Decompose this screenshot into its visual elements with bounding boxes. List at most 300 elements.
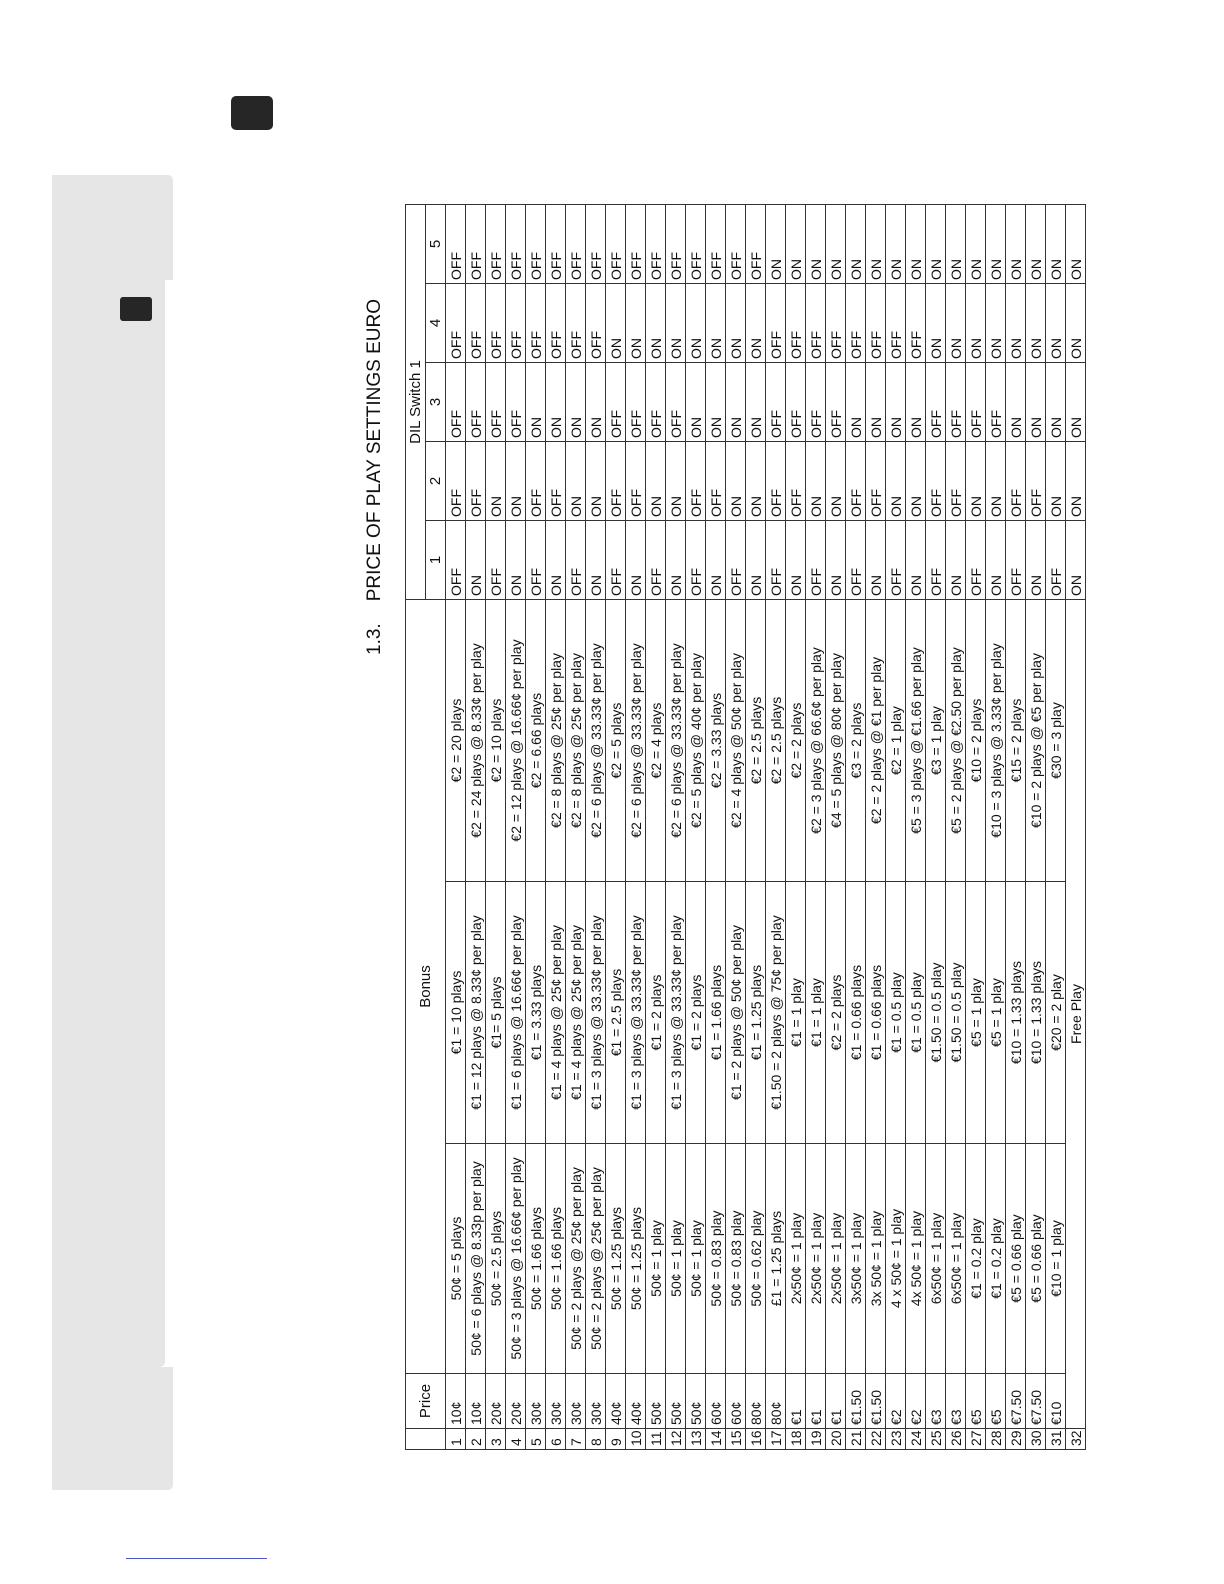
switch-3-cell: ON (1046, 363, 1066, 442)
switch-3-cell: OFF (486, 363, 506, 442)
header-switch-5: 5 (426, 204, 446, 283)
row-number: 2 (466, 1429, 486, 1450)
row-number: 17 (766, 1429, 786, 1450)
switch-2-cell: ON (486, 442, 506, 521)
price-cell: 10¢ (466, 1374, 486, 1429)
switch-5-cell: OFF (606, 204, 626, 283)
switch-3-cell: OFF (986, 363, 1006, 442)
bonus-cell-3: €2 = 2 plays (786, 600, 806, 882)
row-number: 16 (746, 1429, 766, 1450)
row-number: 12 (666, 1429, 686, 1450)
switch-1-cell: ON (826, 521, 846, 600)
table-row (1006, 204, 1026, 1449)
bonus-cell-1: 50¢ = 0.83 play (706, 1144, 726, 1374)
table-row (466, 204, 486, 1449)
switch-3-cell: OFF (506, 363, 526, 442)
bonus-cell-3: €2 = 1 play (886, 600, 906, 882)
bonus-cell-3: €2 = 24 plays @ 8.33¢ per play (466, 600, 486, 882)
price-cell: 60¢ (726, 1374, 746, 1429)
row-number: 30 (1026, 1429, 1046, 1450)
bonus-cell-3: €2 = 6.66 plays (526, 600, 546, 882)
bonus-cell-1: €1 = 0.2 play (966, 1144, 986, 1374)
bonus-cell-2: €1 = 4 plays @ 25¢ per play (566, 882, 586, 1144)
switch-2-cell: OFF (706, 442, 726, 521)
price-cell: €1 (826, 1374, 846, 1429)
table-row (526, 204, 546, 1449)
bonus-cell-3: €2 = 6 plays @ 33.33¢ per play (626, 600, 646, 882)
price-cell: €7.50 (1026, 1374, 1046, 1429)
side-tab-bottom (52, 1367, 173, 1490)
bonus-cell-2: €1 = 0.5 play (886, 882, 906, 1144)
bonus-cell-2: €5 = 1 play (986, 882, 1006, 1144)
row-number: 1 (446, 1429, 466, 1450)
bonus-cell-1: 6x50¢ = 1 play (946, 1144, 966, 1374)
bonus-cell-3: €5 = 3 plays @ €1.66 per play (906, 600, 926, 882)
bonus-cell-3: €3 = 1 play (926, 600, 946, 882)
switch-4-cell: ON (926, 284, 946, 363)
bonus-cell-2: €1 = 3.33 plays (526, 882, 546, 1144)
switch-1-cell: ON (546, 521, 566, 600)
bonus-cell-2: €1 = 4 plays @ 25¢ per play (546, 882, 566, 1144)
switch-5-cell: OFF (646, 204, 666, 283)
row-number: 10 (626, 1429, 646, 1450)
switch-4-cell: OFF (826, 284, 846, 363)
switch-5-cell: OFF (666, 204, 686, 283)
switch-4-cell: ON (606, 284, 626, 363)
switch-1-cell: OFF (1046, 521, 1066, 600)
bonus-cell-1: 4x 50¢ = 1 play (906, 1144, 926, 1374)
row-number: 8 (586, 1429, 606, 1450)
bonus-cell-1: 4 x 50¢ = 1 play (886, 1144, 906, 1374)
switch-2-cell: ON (646, 442, 666, 521)
table-row (926, 204, 946, 1449)
price-cell: 80¢ (766, 1374, 786, 1429)
price-cell: €10 (1046, 1374, 1066, 1429)
switch-1-cell: OFF (926, 521, 946, 600)
bonus-cell-2: €5 = 1 play (966, 882, 986, 1144)
bonus-cell-1: 50¢ = 1.66 plays (526, 1144, 546, 1374)
bonus-cell-2: €1 = 2 plays @ 50¢ per play (726, 882, 746, 1144)
table-row (806, 204, 826, 1449)
switch-3-cell: ON (1006, 363, 1026, 442)
bonus-cell-2: €2 = 2 plays (826, 882, 846, 1144)
switch-3-cell: ON (686, 363, 706, 442)
bonus-cell-3: €2 = 6 plays @ 33.33¢ per play (586, 600, 606, 882)
price-cell: 50¢ (646, 1374, 666, 1429)
switch-5-cell: ON (966, 204, 986, 283)
table-row (666, 204, 686, 1449)
price-cell: €1 (786, 1374, 806, 1429)
row-number: 29 (1006, 1429, 1026, 1450)
switch-1-cell: ON (466, 521, 486, 600)
switch-3-cell: ON (746, 363, 766, 442)
bonus-cell-2: €1.50 = 2 plays @ 75¢ per play (766, 882, 786, 1144)
table-row (486, 204, 506, 1449)
switch-5-cell: OFF (726, 204, 746, 283)
bonus-cell-2: €1 = 10 plays (446, 882, 466, 1144)
switch-5-cell: ON (786, 204, 806, 283)
bonus-cell-3: €5 = 2 plays @ €2.50 per play (946, 600, 966, 882)
bonus-cell-1: 50¢ = 1 play (666, 1144, 686, 1374)
switch-1-cell: ON (506, 521, 526, 600)
bonus-cell-3: €2 = 10 plays (486, 600, 506, 882)
switch-5-cell: ON (946, 204, 966, 283)
bonus-cell-3: €3 = 2 plays (846, 600, 866, 882)
switch-4-cell: OFF (786, 284, 806, 363)
bonus-cell-3: €2 = 20 plays (446, 600, 466, 882)
bonus-cell-1: €5 = 0.66 play (1006, 1144, 1026, 1374)
bonus-cell-3: €4 = 5 plays @ 80¢ per play (826, 600, 846, 882)
switch-2-cell: OFF (1006, 442, 1026, 521)
header-switch-4: 4 (426, 284, 446, 363)
row-number: 24 (906, 1429, 926, 1450)
bonus-cell-3: €2 = 5 plays @ 40¢ per play (686, 600, 706, 882)
switch-5-cell: OFF (746, 204, 766, 283)
switch-1-cell: OFF (446, 521, 466, 600)
table-row (1026, 204, 1046, 1449)
switch-1-cell: ON (746, 521, 766, 600)
table-row (566, 204, 586, 1449)
price-cell: €5 (986, 1374, 1006, 1429)
switch-4-cell: ON (1006, 284, 1026, 363)
bonus-cell-1: 50¢ = 5 plays (446, 1144, 466, 1374)
row-number: 9 (606, 1429, 626, 1450)
bonus-cell-2: €1 = 12 plays @ 8.33¢ per play (466, 882, 486, 1144)
switch-4-cell: OFF (806, 284, 826, 363)
bonus-cell-1: €1 = 0.2 play (986, 1144, 1006, 1374)
switch-2-cell: OFF (926, 442, 946, 521)
bonus-cell-1: 3x 50¢ = 1 play (866, 1144, 886, 1374)
price-cell: 20¢ (486, 1374, 506, 1429)
bonus-cell-2: €1 = 2 plays (646, 882, 666, 1144)
switch-5-cell: ON (846, 204, 866, 283)
switch-4-cell: OFF (886, 284, 906, 363)
row-number: 31 (1046, 1429, 1066, 1450)
switch-4-cell: ON (726, 284, 746, 363)
bonus-cell-1: 6x50¢ = 1 play (926, 1144, 946, 1374)
switch-3-cell: OFF (786, 363, 806, 442)
row-number: 14 (706, 1429, 726, 1450)
bonus-cell-3: €10 = 2 plays @ €5 per play (1026, 600, 1046, 882)
table-row (506, 204, 526, 1449)
switch-2-cell: ON (666, 442, 686, 521)
switch-4-cell: OFF (866, 284, 886, 363)
switch-3-cell: OFF (466, 363, 486, 442)
switch-2-cell: ON (966, 442, 986, 521)
table-row (606, 204, 626, 1449)
switch-3-cell: ON (526, 363, 546, 442)
bonus-cell-2: €1 = 3 plays @ 33.33¢ per play (586, 882, 606, 1144)
switch-4-cell: OFF (446, 284, 466, 363)
bonus-cell-3: €2 = 3 plays @ 66.6¢ per play (806, 600, 826, 882)
switch-2-cell: ON (826, 442, 846, 521)
switch-1-cell: ON (986, 521, 1006, 600)
switch-4-cell: OFF (846, 284, 866, 363)
bonus-cell-1: 3x50¢ = 1 play (846, 1144, 866, 1374)
switch-4-cell: ON (1046, 284, 1066, 363)
bonus-cell-1: £1 = 1.25 plays (766, 1144, 786, 1374)
switch-2-cell: ON (1066, 442, 1086, 521)
table-row (886, 204, 906, 1449)
switch-3-cell: OFF (606, 363, 626, 442)
price-cell: 30¢ (526, 1374, 546, 1429)
bonus-cell-1: 50¢ = 0.83 play (726, 1144, 746, 1374)
switch-2-cell: ON (806, 442, 826, 521)
section-title: PRICE OF PLAY SETTINGS EURO (364, 298, 385, 602)
switch-3-cell: ON (1026, 363, 1046, 442)
switch-1-cell: ON (1066, 521, 1086, 600)
bonus-cell-1: 50¢ = 1 play (686, 1144, 706, 1374)
switch-1-cell: OFF (566, 521, 586, 600)
bonus-cell-3: €2 = 2.5 plays (766, 600, 786, 882)
switch-3-cell: OFF (646, 363, 666, 442)
switch-4-cell: OFF (906, 284, 926, 363)
switch-2-cell: ON (566, 442, 586, 521)
bonus-cell-2: €1 = 6 plays @ 16.66¢ per play (506, 882, 526, 1144)
price-cell: €1.50 (866, 1374, 886, 1429)
bonus-cell-3: €15 = 2 plays (1006, 600, 1026, 882)
switch-3-cell: OFF (926, 363, 946, 442)
row-number: 5 (526, 1429, 546, 1450)
rotated-page-content (350, 205, 1084, 1450)
bonus-cell-3: €2 = 8 plays @ 25¢ per play (566, 600, 586, 882)
row-number: 18 (786, 1429, 806, 1450)
bonus-cell-1: 2x50¢ = 1 play (806, 1144, 826, 1374)
row-number: 25 (926, 1429, 946, 1450)
price-cell: 10¢ (446, 1374, 466, 1429)
switch-4-cell: OFF (546, 284, 566, 363)
table-row (706, 204, 726, 1449)
switch-5-cell: ON (1046, 204, 1066, 283)
row-number: 13 (686, 1429, 706, 1450)
bonus-cell-2: €1.50 = 0.5 play (926, 882, 946, 1144)
bonus-cell-3: €30 = 3 play (1046, 600, 1066, 882)
switch-5-cell: ON (1026, 204, 1046, 283)
switch-1-cell: ON (1026, 521, 1046, 600)
switch-4-cell: ON (746, 284, 766, 363)
bonus-cell-2: €1 = 2 plays (686, 882, 706, 1144)
switch-1-cell: OFF (686, 521, 706, 600)
switch-3-cell: OFF (446, 363, 466, 442)
header-switch-1: 1 (426, 521, 446, 600)
bonus-cell-2: €1 = 1.66 plays (706, 882, 726, 1144)
row-number: 11 (646, 1429, 666, 1450)
bonus-cell-2: €1= 5 plays (486, 882, 506, 1144)
row-number: 23 (886, 1429, 906, 1450)
switch-2-cell: OFF (686, 442, 706, 521)
switch-2-cell: OFF (846, 442, 866, 521)
header-switch-3: 3 (426, 363, 446, 442)
switch-5-cell: OFF (546, 204, 566, 283)
row-number: 26 (946, 1429, 966, 1450)
switch-2-cell: OFF (1026, 442, 1046, 521)
price-cell: 30¢ (546, 1374, 566, 1429)
bonus-cell-3: €10 = 3 plays @ 3.33¢ per play (986, 600, 1006, 882)
row-number: 6 (546, 1429, 566, 1450)
switch-3-cell: OFF (766, 363, 786, 442)
price-cell: €3 (946, 1374, 966, 1429)
switch-4-cell: ON (966, 284, 986, 363)
price-cell: €2 (886, 1374, 906, 1429)
price-cell: 30¢ (566, 1374, 586, 1429)
switch-1-cell: ON (946, 521, 966, 600)
bonus-cell-2: €10 = 1.33 plays (1026, 882, 1046, 1144)
table-row (686, 204, 706, 1449)
table-row (446, 204, 466, 1449)
switch-5-cell: OFF (626, 204, 646, 283)
switch-4-cell: ON (946, 284, 966, 363)
switch-5-cell: OFF (466, 204, 486, 283)
switch-5-cell: OFF (706, 204, 726, 283)
row-number: 15 (726, 1429, 746, 1450)
table-row (546, 204, 566, 1449)
switch-2-cell: OFF (946, 442, 966, 521)
bonus-cell-2: €1 = 2.5 plays (606, 882, 626, 1144)
price-cell: €5 (966, 1374, 986, 1429)
side-tab-marker (120, 297, 152, 321)
row-number: 3 (486, 1429, 506, 1450)
price-cell: 60¢ (706, 1374, 726, 1429)
table-row (826, 204, 846, 1449)
switch-3-cell: ON (846, 363, 866, 442)
switch-2-cell: OFF (446, 442, 466, 521)
switch-1-cell: OFF (966, 521, 986, 600)
switch-3-cell: ON (866, 363, 886, 442)
switch-1-cell: OFF (646, 521, 666, 600)
switch-1-cell: OFF (846, 521, 866, 600)
switch-1-cell: OFF (726, 521, 746, 600)
bonus-cell-3: €2 = 3.33 plays (706, 600, 726, 882)
header-dil-switch: DIL Switch 1 (406, 204, 426, 599)
table-row (766, 204, 786, 1449)
header-index (406, 1429, 446, 1450)
switch-2-cell: OFF (866, 442, 886, 521)
bonus-cell-1: €10 = 1 play (1046, 1144, 1066, 1374)
bonus-cell-2: €1 = 1 play (806, 882, 826, 1144)
switch-4-cell: ON (1026, 284, 1046, 363)
table-row (866, 204, 886, 1449)
table-row (1046, 204, 1066, 1449)
switch-2-cell: ON (746, 442, 766, 521)
switch-4-cell: ON (626, 284, 646, 363)
price-cell: 50¢ (666, 1374, 686, 1429)
price-cell: 40¢ (606, 1374, 626, 1429)
bonus-cell-2: €1 = 1.25 plays (746, 882, 766, 1144)
switch-5-cell: OFF (526, 204, 546, 283)
row-number: 27 (966, 1429, 986, 1450)
switch-5-cell: OFF (486, 204, 506, 283)
switch-2-cell: OFF (606, 442, 626, 521)
switch-3-cell: OFF (966, 363, 986, 442)
price-cell: 80¢ (746, 1374, 766, 1429)
price-cell: 20¢ (506, 1374, 526, 1429)
table-body (446, 204, 1086, 1449)
switch-3-cell: ON (906, 363, 926, 442)
switch-3-cell: OFF (806, 363, 826, 442)
switch-5-cell: ON (886, 204, 906, 283)
switch-5-cell: ON (906, 204, 926, 283)
switch-4-cell: OFF (486, 284, 506, 363)
switch-5-cell: ON (826, 204, 846, 283)
bonus-cell-2: €1 = 0.66 plays (846, 882, 866, 1144)
table-row (586, 204, 606, 1449)
bonus-cell-3: €2 = 4 plays @ 50¢ per play (726, 600, 746, 882)
switch-4-cell: ON (706, 284, 726, 363)
switch-4-cell: OFF (766, 284, 786, 363)
switch-2-cell: ON (506, 442, 526, 521)
bonus-cell-2: €1 = 3 plays @ 33.33¢ per play (666, 882, 686, 1144)
table-row (646, 204, 666, 1449)
bonus-cell-3: €2 = 8 plays @ 25¢ per play (546, 600, 566, 882)
row-number: 20 (826, 1429, 846, 1450)
switch-5-cell: ON (806, 204, 826, 283)
switch-5-cell: ON (866, 204, 886, 283)
price-of-play-table (405, 204, 1086, 1450)
price-cell: 30¢ (586, 1374, 606, 1429)
switch-1-cell: ON (786, 521, 806, 600)
switch-5-cell: OFF (686, 204, 706, 283)
chapter-marker-block (231, 96, 273, 130)
switch-1-cell: OFF (1006, 521, 1026, 600)
switch-3-cell: ON (546, 363, 566, 442)
bonus-cell-1: 50¢ = 2.5 plays (486, 1144, 506, 1374)
switch-5-cell: ON (926, 204, 946, 283)
switch-3-cell: ON (706, 363, 726, 442)
bonus-cell-1: 50¢ = 2 plays @ 25¢ per play (586, 1144, 606, 1374)
row-number: 7 (566, 1429, 586, 1450)
bonus-cell-1: €5 = 0.66 play (1026, 1144, 1046, 1374)
bonus-cell-1: 2x50¢ = 1 play (826, 1144, 846, 1374)
bonus-cell-2: €1.50 = 0.5 play (946, 882, 966, 1144)
bonus-cell-3: €10 = 2 plays (966, 600, 986, 882)
switch-3-cell: ON (586, 363, 606, 442)
switch-1-cell: OFF (526, 521, 546, 600)
price-cell: 50¢ (686, 1374, 706, 1429)
row-number: 22 (866, 1429, 886, 1450)
row-number: 21 (846, 1429, 866, 1450)
switch-3-cell: ON (1066, 363, 1086, 442)
bonus-cell-2: €1 = 3 plays @ 33.33¢ per play (626, 882, 646, 1144)
header-bonus: Bonus (406, 600, 446, 1374)
table-row (726, 204, 746, 1449)
switch-3-cell: OFF (946, 363, 966, 442)
table-row (966, 204, 986, 1449)
bonus-cell-3: €2 = 12 plays @ 16.66¢ per play (506, 600, 526, 882)
switch-1-cell: ON (706, 521, 726, 600)
bonus-cell-3: €2 = 2.5 plays (746, 600, 766, 882)
header-price: Price (406, 1374, 446, 1429)
row-number: 28 (986, 1429, 1006, 1450)
switch-3-cell: ON (726, 363, 746, 442)
footer-link-underline (126, 1558, 267, 1559)
switch-1-cell: OFF (806, 521, 826, 600)
price-cell: €1 (806, 1374, 826, 1429)
price-cell: €2 (906, 1374, 926, 1429)
bonus-cell-1: 50¢ = 0.62 play (746, 1144, 766, 1374)
switch-1-cell: ON (906, 521, 926, 600)
switch-2-cell: OFF (626, 442, 646, 521)
switch-4-cell: ON (666, 284, 686, 363)
switch-4-cell: OFF (506, 284, 526, 363)
side-tab-middle (52, 280, 165, 1367)
switch-5-cell: OFF (506, 204, 526, 283)
table-row (946, 204, 966, 1449)
switch-5-cell: ON (766, 204, 786, 283)
switch-5-cell: ON (1006, 204, 1026, 283)
switch-3-cell: OFF (666, 363, 686, 442)
table-row (906, 204, 926, 1449)
bonus-cell-1: 50¢ = 2 plays @ 25¢ per play (566, 1144, 586, 1374)
